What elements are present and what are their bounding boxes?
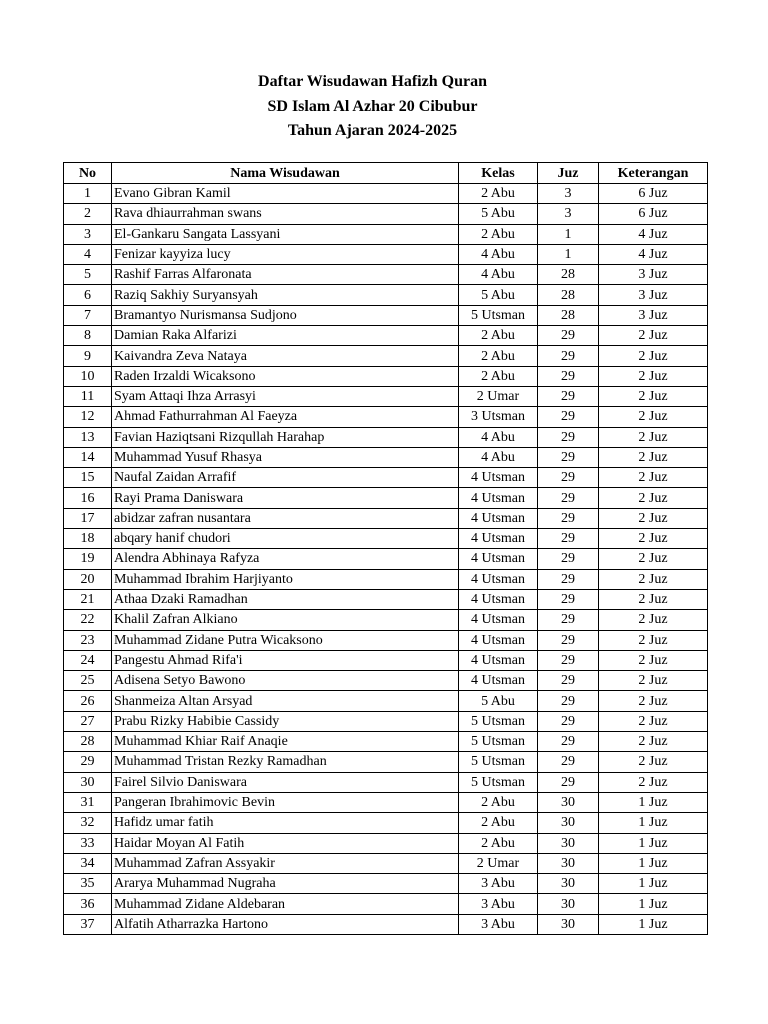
cell-no: 8 bbox=[64, 326, 112, 346]
table-row bbox=[64, 204, 708, 224]
column-header-kelas: Kelas bbox=[459, 163, 538, 184]
cell-juz: 28 bbox=[538, 305, 599, 325]
cell-kelas: 2 Abu bbox=[459, 184, 538, 204]
cell-juz: 29 bbox=[538, 549, 599, 569]
table-row bbox=[64, 650, 708, 670]
table-row bbox=[64, 326, 708, 346]
cell-name: Rayi Prama Daniswara bbox=[112, 488, 459, 508]
cell-keterangan: 2 Juz bbox=[599, 386, 708, 406]
cell-no: 16 bbox=[64, 488, 112, 508]
cell-name: Bramantyo Nurismansa Sudjono bbox=[112, 305, 459, 325]
cell-name: Muhammad Ibrahim Harjiyanto bbox=[112, 569, 459, 589]
cell-keterangan: 2 Juz bbox=[599, 671, 708, 691]
cell-juz: 29 bbox=[538, 671, 599, 691]
table-row bbox=[64, 447, 708, 467]
cell-kelas: 4 Abu bbox=[459, 265, 538, 285]
graduates-table bbox=[63, 162, 708, 935]
cell-kelas: 4 Utsman bbox=[459, 468, 538, 488]
cell-name: Khalil Zafran Alkiano bbox=[112, 610, 459, 630]
cell-keterangan: 2 Juz bbox=[599, 529, 708, 549]
cell-juz: 29 bbox=[538, 386, 599, 406]
table-row bbox=[64, 813, 708, 833]
title-line-2: SD Islam Al Azhar 20 Cibubur bbox=[267, 97, 478, 115]
cell-name: Alendra Abhinaya Rafyza bbox=[112, 549, 459, 569]
cell-no: 33 bbox=[64, 833, 112, 853]
cell-no: 23 bbox=[64, 630, 112, 650]
cell-name: Muhammad Zafran Assyakir bbox=[112, 853, 459, 873]
cell-name: Ahmad Fathurrahman Al Faeyza bbox=[112, 407, 459, 427]
cell-name: abqary hanif chudori bbox=[112, 529, 459, 549]
cell-name: Favian Haziqtsani Rizqullah Harahap bbox=[112, 427, 459, 447]
cell-no: 37 bbox=[64, 914, 112, 934]
cell-no: 6 bbox=[64, 285, 112, 305]
cell-no: 35 bbox=[64, 874, 112, 894]
cell-no: 13 bbox=[64, 427, 112, 447]
cell-no: 3 bbox=[64, 224, 112, 244]
cell-name: Shanmeiza Altan Arsyad bbox=[112, 691, 459, 711]
cell-kelas: 2 Abu bbox=[459, 346, 538, 366]
cell-juz: 29 bbox=[538, 589, 599, 609]
title-line-3: Tahun Ajaran 2024-2025 bbox=[287, 122, 458, 139]
cell-juz: 29 bbox=[538, 366, 599, 386]
cell-keterangan: 3 Juz bbox=[599, 305, 708, 325]
cell-kelas: 2 Abu bbox=[459, 813, 538, 833]
cell-juz: 29 bbox=[538, 468, 599, 488]
cell-juz: 29 bbox=[538, 650, 599, 670]
cell-kelas: 5 Utsman bbox=[459, 711, 538, 731]
column-header-juz: Juz bbox=[538, 163, 599, 184]
cell-kelas: 3 Abu bbox=[459, 894, 538, 914]
table-row bbox=[64, 427, 708, 447]
cell-kelas: 5 Abu bbox=[459, 204, 538, 224]
cell-juz: 3 bbox=[538, 204, 599, 224]
table-row bbox=[64, 610, 708, 630]
cell-juz: 29 bbox=[538, 447, 599, 467]
cell-no: 2 bbox=[64, 204, 112, 224]
cell-juz: 29 bbox=[538, 569, 599, 589]
cell-keterangan: 2 Juz bbox=[599, 326, 708, 346]
cell-keterangan: 2 Juz bbox=[599, 346, 708, 366]
cell-name: El-Gankaru Sangata Lassyani bbox=[112, 224, 459, 244]
document-title bbox=[0, 70, 745, 144]
cell-no: 12 bbox=[64, 407, 112, 427]
table-row bbox=[64, 752, 708, 772]
cell-kelas: 4 Utsman bbox=[459, 650, 538, 670]
table-row bbox=[64, 792, 708, 812]
cell-no: 19 bbox=[64, 549, 112, 569]
cell-keterangan: 2 Juz bbox=[599, 610, 708, 630]
cell-keterangan: 1 Juz bbox=[599, 792, 708, 812]
cell-no: 9 bbox=[64, 346, 112, 366]
cell-kelas: 4 Abu bbox=[459, 447, 538, 467]
column-header-name: Nama Wisudawan bbox=[112, 163, 459, 184]
cell-name: Fairel Silvio Daniswara bbox=[112, 772, 459, 792]
cell-kelas: 4 Utsman bbox=[459, 569, 538, 589]
cell-no: 4 bbox=[64, 244, 112, 264]
cell-juz: 30 bbox=[538, 833, 599, 853]
table-row bbox=[64, 894, 708, 914]
cell-kelas: 5 Utsman bbox=[459, 732, 538, 752]
cell-name: Adisena Setyo Bawono bbox=[112, 671, 459, 691]
table-row bbox=[64, 691, 708, 711]
cell-keterangan: 4 Juz bbox=[599, 244, 708, 264]
cell-juz: 29 bbox=[538, 711, 599, 731]
cell-kelas: 2 Abu bbox=[459, 833, 538, 853]
table-row bbox=[64, 732, 708, 752]
cell-kelas: 4 Abu bbox=[459, 244, 538, 264]
table-row bbox=[64, 346, 708, 366]
cell-juz: 30 bbox=[538, 813, 599, 833]
cell-name: Alfatih Atharrazka Hartono bbox=[112, 914, 459, 934]
cell-name: abidzar zafran nusantara bbox=[112, 508, 459, 528]
cell-juz: 30 bbox=[538, 874, 599, 894]
cell-no: 20 bbox=[64, 569, 112, 589]
cell-keterangan: 2 Juz bbox=[599, 407, 708, 427]
title-line-1: Daftar Wisudawan Hafizh Quran bbox=[258, 73, 487, 90]
cell-no: 28 bbox=[64, 732, 112, 752]
cell-keterangan: 6 Juz bbox=[599, 184, 708, 204]
table-row bbox=[64, 853, 708, 873]
cell-keterangan: 2 Juz bbox=[599, 772, 708, 792]
cell-keterangan: 2 Juz bbox=[599, 447, 708, 467]
cell-no: 34 bbox=[64, 853, 112, 873]
table-row bbox=[64, 386, 708, 406]
table-row bbox=[64, 529, 708, 549]
cell-no: 29 bbox=[64, 752, 112, 772]
cell-name: Ararya Muhammad Nugraha bbox=[112, 874, 459, 894]
column-header-keterangan: Keterangan bbox=[599, 163, 708, 184]
cell-kelas: 2 Abu bbox=[459, 224, 538, 244]
cell-name: Hafidz umar fatih bbox=[112, 813, 459, 833]
cell-juz: 29 bbox=[538, 732, 599, 752]
cell-kelas: 5 Utsman bbox=[459, 305, 538, 325]
cell-keterangan: 1 Juz bbox=[599, 853, 708, 873]
cell-no: 14 bbox=[64, 447, 112, 467]
cell-no: 11 bbox=[64, 386, 112, 406]
table-row bbox=[64, 285, 708, 305]
cell-juz: 30 bbox=[538, 853, 599, 873]
cell-juz: 29 bbox=[538, 752, 599, 772]
cell-kelas: 4 Utsman bbox=[459, 549, 538, 569]
cell-juz: 29 bbox=[538, 346, 599, 366]
cell-kelas: 4 Utsman bbox=[459, 589, 538, 609]
table-row bbox=[64, 569, 708, 589]
cell-kelas: 2 Umar bbox=[459, 853, 538, 873]
cell-juz: 1 bbox=[538, 244, 599, 264]
cell-juz: 29 bbox=[538, 508, 599, 528]
table-row bbox=[64, 407, 708, 427]
cell-no: 26 bbox=[64, 691, 112, 711]
table-row bbox=[64, 630, 708, 650]
cell-no: 5 bbox=[64, 265, 112, 285]
cell-keterangan: 2 Juz bbox=[599, 427, 708, 447]
cell-kelas: 4 Utsman bbox=[459, 630, 538, 650]
cell-name: Damian Raka Alfarizi bbox=[112, 326, 459, 346]
cell-kelas: 3 Utsman bbox=[459, 407, 538, 427]
cell-no: 10 bbox=[64, 366, 112, 386]
cell-keterangan: 6 Juz bbox=[599, 204, 708, 224]
cell-name: Fenizar kayyiza lucy bbox=[112, 244, 459, 264]
table-row bbox=[64, 508, 708, 528]
cell-juz: 3 bbox=[538, 184, 599, 204]
table-row bbox=[64, 833, 708, 853]
cell-name: Raziq Sakhiy Suryansyah bbox=[112, 285, 459, 305]
cell-name: Muhammad Yusuf Rhasya bbox=[112, 447, 459, 467]
cell-juz: 29 bbox=[538, 691, 599, 711]
table-row bbox=[64, 772, 708, 792]
cell-name: Muhammad Tristan Rezky Ramadhan bbox=[112, 752, 459, 772]
cell-kelas: 3 Abu bbox=[459, 874, 538, 894]
cell-kelas: 5 Abu bbox=[459, 285, 538, 305]
table-row bbox=[64, 589, 708, 609]
cell-kelas: 4 Abu bbox=[459, 427, 538, 447]
cell-keterangan: 3 Juz bbox=[599, 285, 708, 305]
cell-keterangan: 2 Juz bbox=[599, 508, 708, 528]
cell-keterangan: 2 Juz bbox=[599, 549, 708, 569]
cell-no: 7 bbox=[64, 305, 112, 325]
cell-juz: 29 bbox=[538, 610, 599, 630]
table-row bbox=[64, 305, 708, 325]
cell-keterangan: 2 Juz bbox=[599, 650, 708, 670]
table-row bbox=[64, 874, 708, 894]
cell-kelas: 4 Utsman bbox=[459, 610, 538, 630]
cell-kelas: 4 Utsman bbox=[459, 488, 538, 508]
cell-name: Rava dhiaurrahman swans bbox=[112, 204, 459, 224]
cell-keterangan: 2 Juz bbox=[599, 691, 708, 711]
cell-juz: 28 bbox=[538, 285, 599, 305]
cell-keterangan: 1 Juz bbox=[599, 874, 708, 894]
cell-juz: 29 bbox=[538, 529, 599, 549]
cell-no: 15 bbox=[64, 468, 112, 488]
cell-keterangan: 2 Juz bbox=[599, 569, 708, 589]
table-row bbox=[64, 671, 708, 691]
cell-juz: 29 bbox=[538, 326, 599, 346]
cell-no: 18 bbox=[64, 529, 112, 549]
cell-keterangan: 3 Juz bbox=[599, 265, 708, 285]
table-row bbox=[64, 468, 708, 488]
cell-no: 25 bbox=[64, 671, 112, 691]
cell-juz: 29 bbox=[538, 427, 599, 447]
cell-no: 32 bbox=[64, 813, 112, 833]
cell-keterangan: 1 Juz bbox=[599, 833, 708, 853]
table-row bbox=[64, 265, 708, 285]
cell-kelas: 2 Umar bbox=[459, 386, 538, 406]
cell-no: 24 bbox=[64, 650, 112, 670]
cell-name: Naufal Zaidan Arrafif bbox=[112, 468, 459, 488]
cell-kelas: 5 Abu bbox=[459, 691, 538, 711]
cell-name: Prabu Rizky Habibie Cassidy bbox=[112, 711, 459, 731]
cell-keterangan: 4 Juz bbox=[599, 224, 708, 244]
cell-juz: 28 bbox=[538, 265, 599, 285]
table-header-row bbox=[64, 163, 708, 184]
cell-name: Raden Irzaldi Wicaksono bbox=[112, 366, 459, 386]
cell-name: Haidar Moyan Al Fatih bbox=[112, 833, 459, 853]
table-row bbox=[64, 914, 708, 934]
cell-keterangan: 1 Juz bbox=[599, 914, 708, 934]
table-row bbox=[64, 366, 708, 386]
cell-kelas: 4 Utsman bbox=[459, 529, 538, 549]
cell-name: Athaa Dzaki Ramadhan bbox=[112, 589, 459, 609]
cell-no: 17 bbox=[64, 508, 112, 528]
cell-name: Muhammad Zidane Putra Wicaksono bbox=[112, 630, 459, 650]
cell-kelas: 3 Abu bbox=[459, 914, 538, 934]
table-row bbox=[64, 244, 708, 264]
cell-kelas: 2 Abu bbox=[459, 366, 538, 386]
cell-no: 30 bbox=[64, 772, 112, 792]
cell-keterangan: 2 Juz bbox=[599, 711, 708, 731]
cell-kelas: 2 Abu bbox=[459, 326, 538, 346]
table-row bbox=[64, 184, 708, 204]
cell-keterangan: 1 Juz bbox=[599, 813, 708, 833]
cell-juz: 30 bbox=[538, 792, 599, 812]
cell-no: 1 bbox=[64, 184, 112, 204]
cell-keterangan: 2 Juz bbox=[599, 732, 708, 752]
column-header-no: No bbox=[64, 163, 112, 184]
cell-keterangan: 1 Juz bbox=[599, 894, 708, 914]
cell-name: Muhammad Khiar Raif Anaqie bbox=[112, 732, 459, 752]
cell-keterangan: 2 Juz bbox=[599, 589, 708, 609]
cell-keterangan: 2 Juz bbox=[599, 630, 708, 650]
table-row bbox=[64, 224, 708, 244]
cell-juz: 29 bbox=[538, 488, 599, 508]
cell-keterangan: 2 Juz bbox=[599, 752, 708, 772]
cell-kelas: 5 Utsman bbox=[459, 772, 538, 792]
cell-name: Muhammad Zidane Aldebaran bbox=[112, 894, 459, 914]
cell-keterangan: 2 Juz bbox=[599, 488, 708, 508]
cell-kelas: 5 Utsman bbox=[459, 752, 538, 772]
table-row bbox=[64, 711, 708, 731]
cell-no: 21 bbox=[64, 589, 112, 609]
cell-juz: 29 bbox=[538, 772, 599, 792]
cell-juz: 1 bbox=[538, 224, 599, 244]
cell-no: 27 bbox=[64, 711, 112, 731]
cell-name: Kaivandra Zeva Nataya bbox=[112, 346, 459, 366]
cell-kelas: 4 Utsman bbox=[459, 671, 538, 691]
cell-keterangan: 2 Juz bbox=[599, 468, 708, 488]
cell-kelas: 4 Utsman bbox=[459, 508, 538, 528]
cell-keterangan: 2 Juz bbox=[599, 366, 708, 386]
table-row bbox=[64, 549, 708, 569]
cell-no: 22 bbox=[64, 610, 112, 630]
cell-name: Evano Gibran Kamil bbox=[112, 184, 459, 204]
cell-name: Rashif Farras Alfaronata bbox=[112, 265, 459, 285]
cell-no: 36 bbox=[64, 894, 112, 914]
table-row bbox=[64, 488, 708, 508]
table-body bbox=[64, 184, 708, 935]
cell-juz: 30 bbox=[538, 894, 599, 914]
cell-name: Pangeran Ibrahimovic Bevin bbox=[112, 792, 459, 812]
cell-juz: 29 bbox=[538, 407, 599, 427]
cell-name: Pangestu Ahmad Rifa'i bbox=[112, 650, 459, 670]
cell-no: 31 bbox=[64, 792, 112, 812]
cell-juz: 29 bbox=[538, 630, 599, 650]
cell-name: Syam Attaqi Ihza Arrasyi bbox=[112, 386, 459, 406]
cell-juz: 30 bbox=[538, 914, 599, 934]
cell-kelas: 2 Abu bbox=[459, 792, 538, 812]
